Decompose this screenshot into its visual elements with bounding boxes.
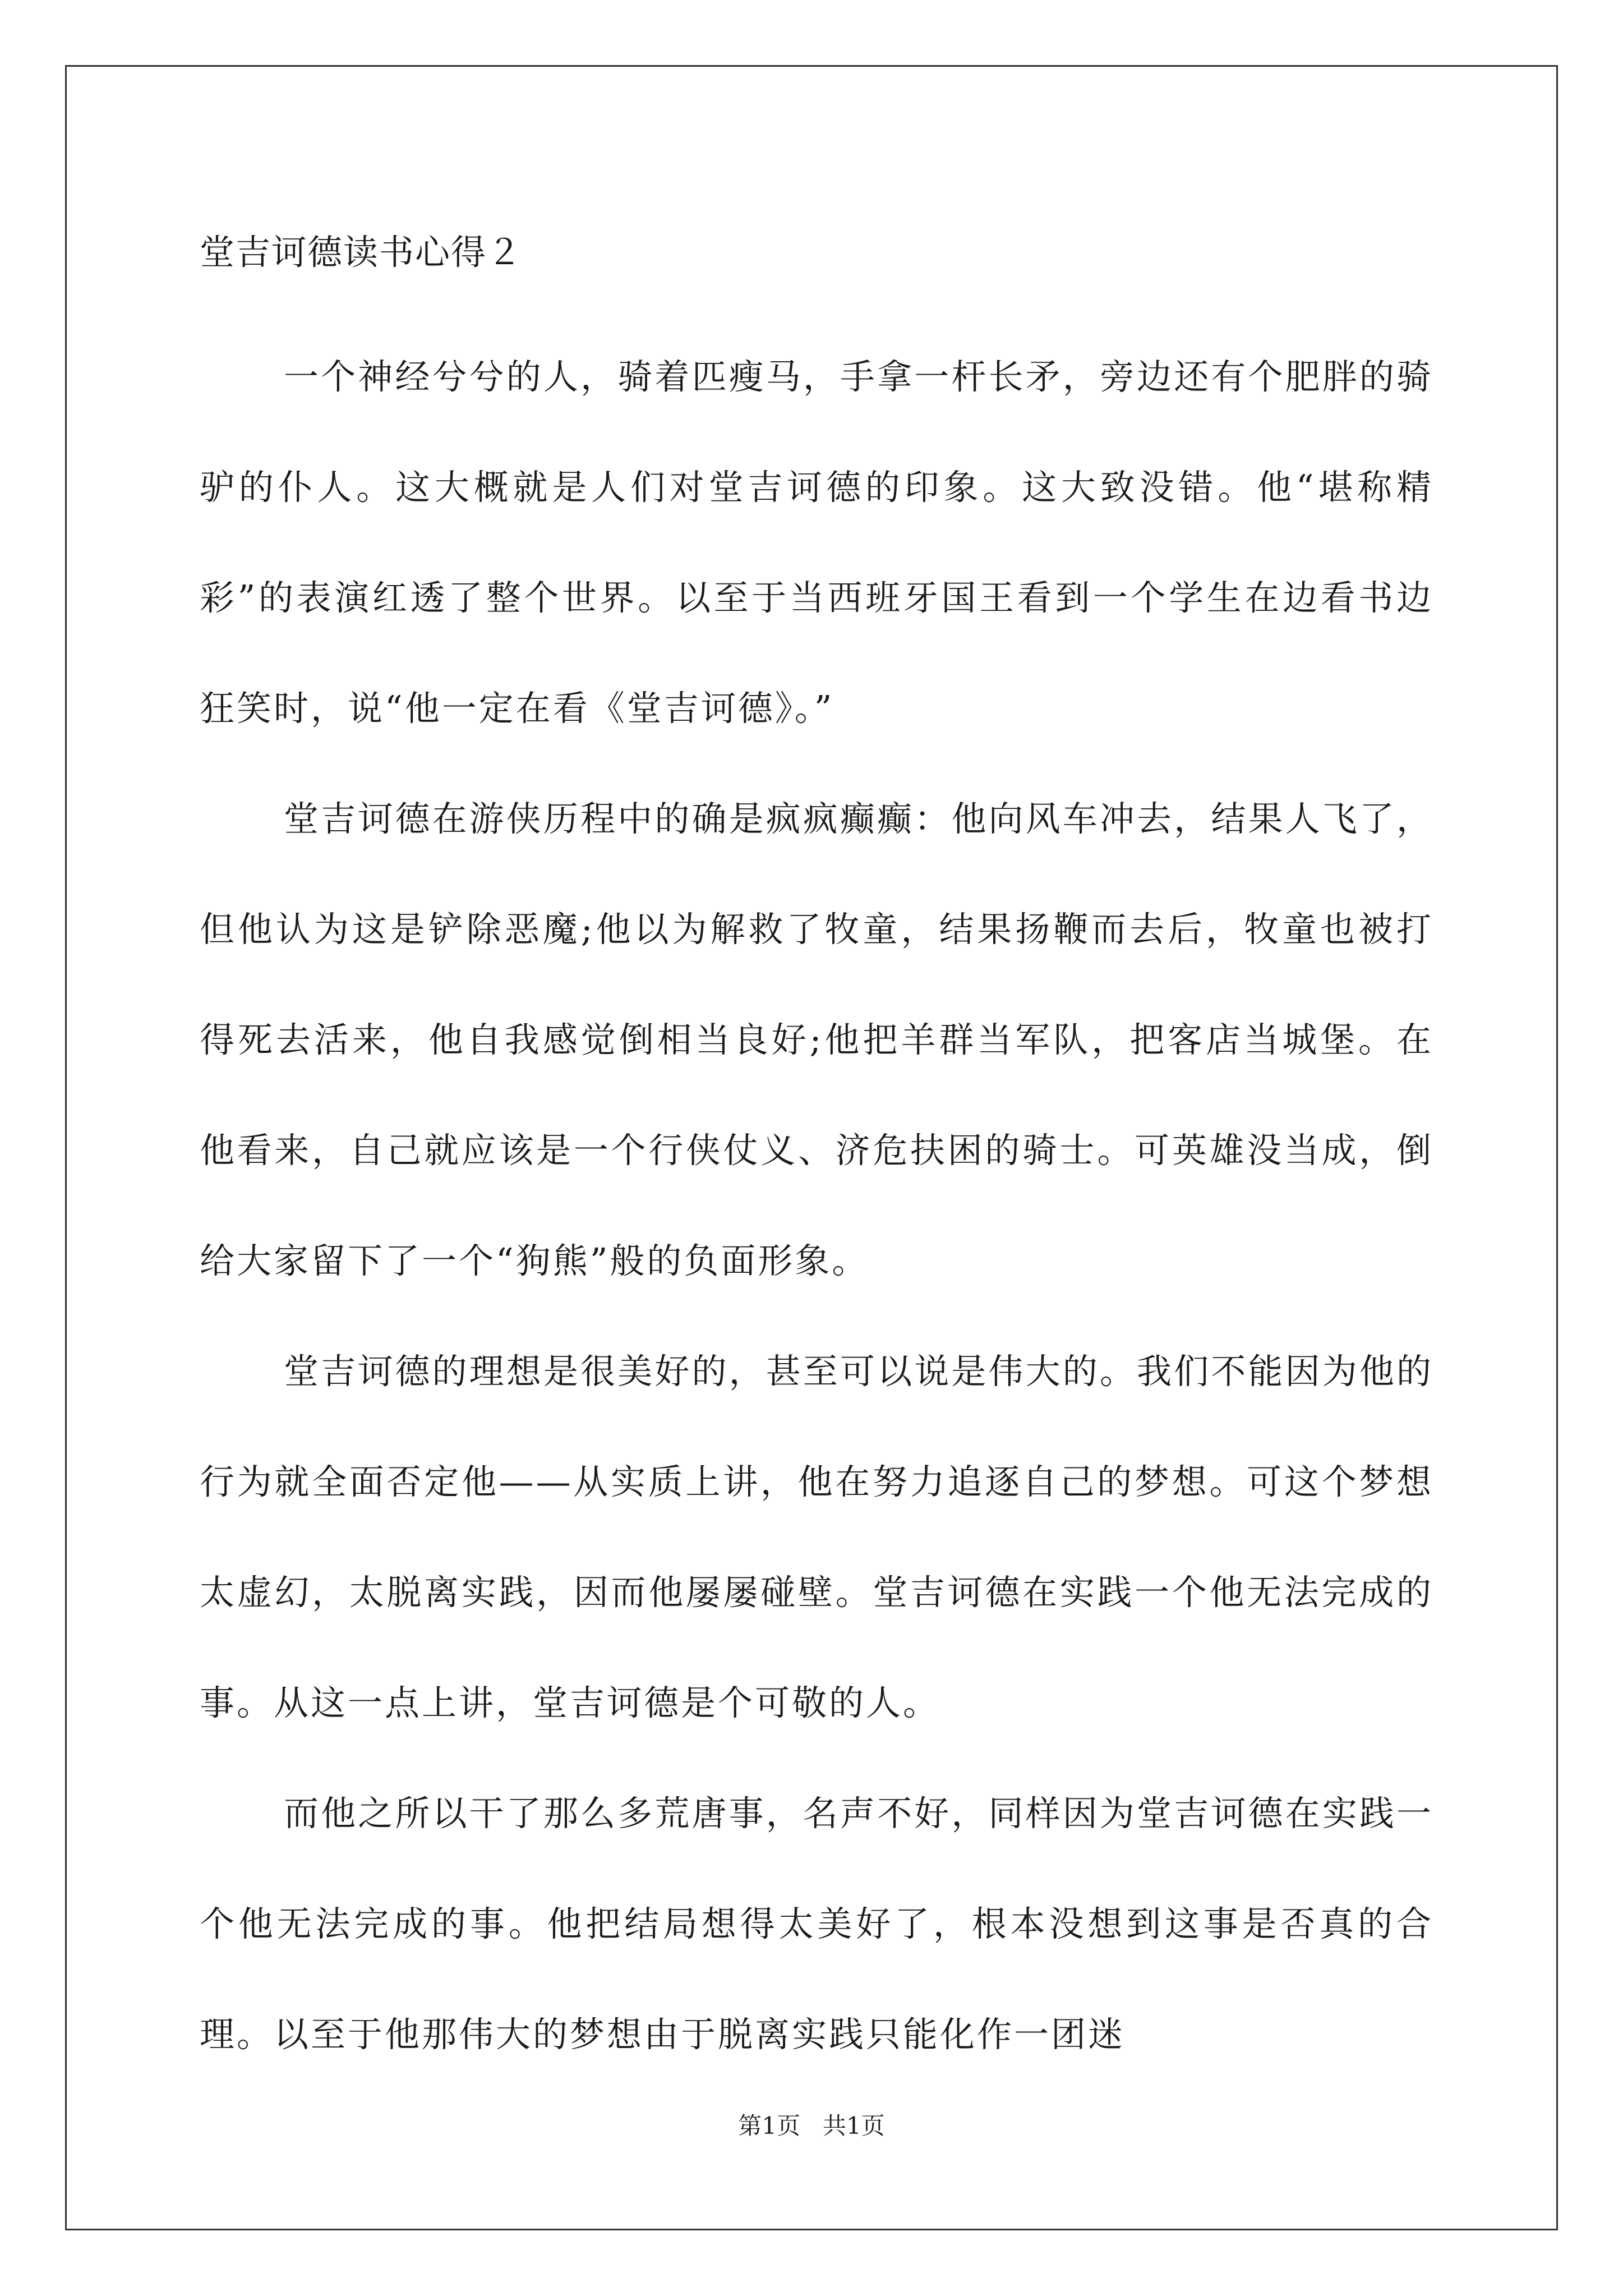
paragraph-4: 而他之所以干了那么多荒唐事，名声不好，同样因为堂吉诃德在实践一个他无法完成的事。他把结局想得太美好了，根本没想到这事是否真的合理。以至于他那伟大的梦想由于脱离实践只能化作一团迷 [200, 1793, 1433, 2055]
page-footer: 第1页 共1页 [738, 2112, 885, 2139]
paragraph-3: 堂吉诃德的理想是很美好的，甚至可以说是伟大的。我们不能因为他的行为就全面否定他——从实质上讲，他在努力追逐自己的梦想。可这个梦想太虚幻，太脱离实践，因而他屡屡碰壁。堂吉诃德在实践一个他无法完成的事。从这一点上讲，堂吉诃德是个可敬的人。 [200, 1351, 1433, 1723]
document-title: 堂吉诃德读书心得２ [200, 232, 523, 273]
paragraph-2: 堂吉诃德在游侠历程中的确是疯疯癫癫：他向风车冲去，结果人飞了，但他认为这是铲除恶魔;他以为解救了牧童，结果扬鞭而去后，牧童也被打得死去活来，他自我感觉倒相当良好;他把羊群当军队，把客店当城堡。在他看来，自己就应该是一个行侠仗义、济危扶困的骑士。可英雄没当成，倒给大家留下了一个“狗熊”般的负面形象。 [200, 798, 1433, 1281]
paragraph-1: 一个神经兮兮的人，骑着匹瘦马，手拿一杆长矛，旁边还有个肥胖的骑驴的仆人。这大概就是人们对堂吉诃德的印象。这大致没错。他“堪称精彩”的表演红透了整个世界。以至于当西班牙国王看到一个学生在边看书边狂笑时，说“他一定在看《堂吉诃德》。” [200, 356, 1433, 729]
